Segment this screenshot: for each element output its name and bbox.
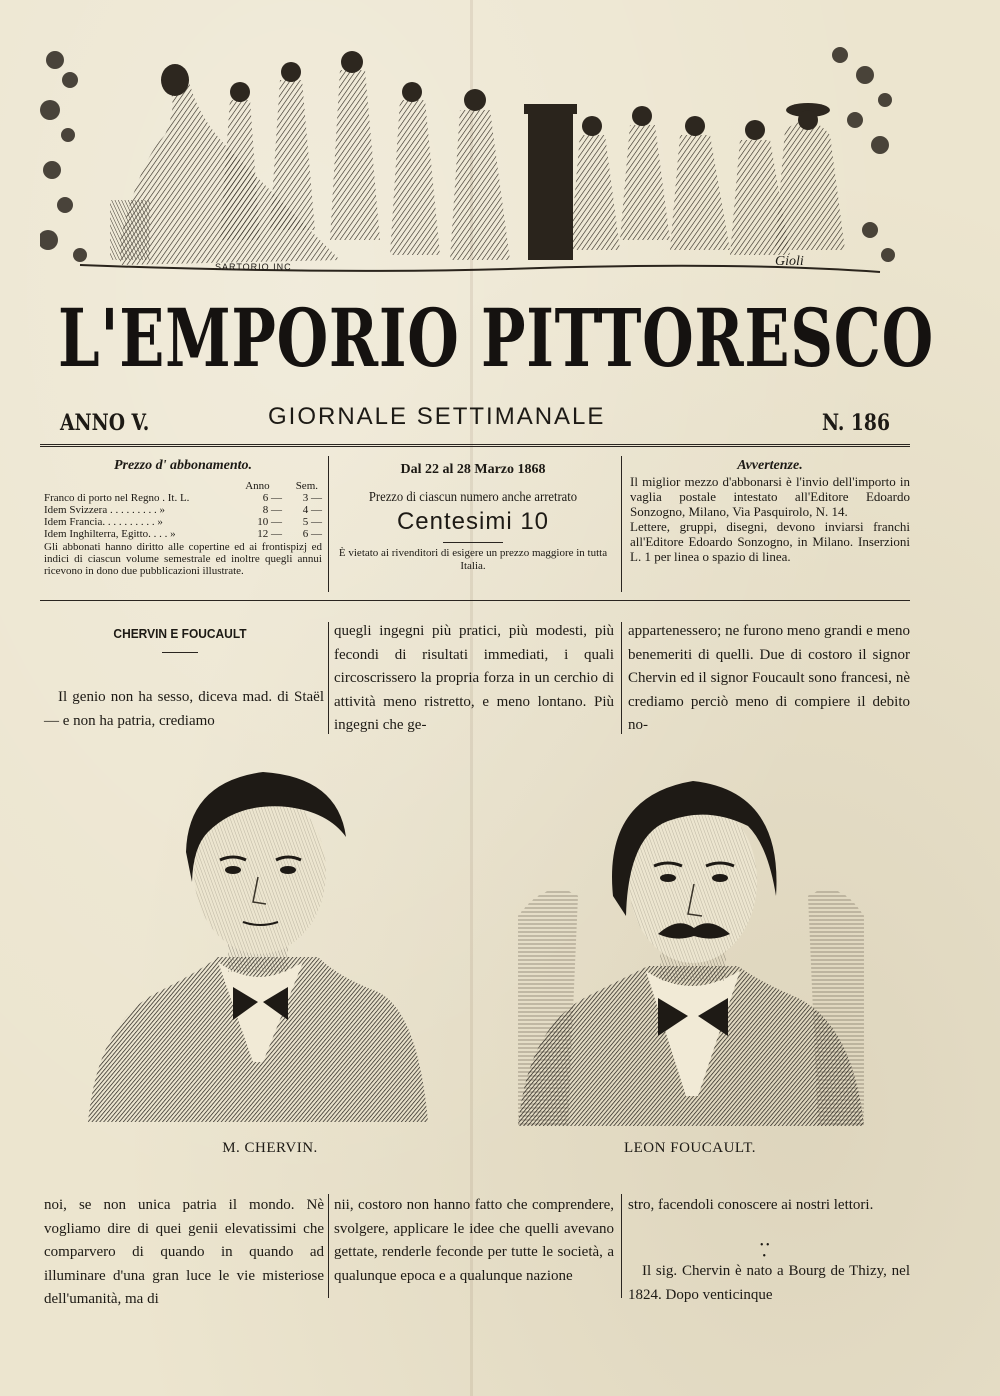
price-label: Idem Svizzera . . . . . . . . . » — [44, 504, 165, 516]
artist-signature: Gioli — [775, 254, 804, 269]
masthead-rule — [40, 444, 910, 447]
portrait-chervin — [88, 762, 428, 1122]
engraver-signature: SARTORIO INC — [215, 262, 292, 272]
price-anno: 6 — — [262, 492, 282, 504]
price-label: Prezzo di ciascun numero anche arretrato — [368, 490, 578, 505]
article-col3-bottom-b: Il sig. Chervin è nato a Bourg de Thizy, nel 1824. Dopo venticinque — [628, 1263, 910, 1303]
box-divider — [328, 456, 329, 592]
price-label: Idem Inghilterra, Egitto. . . . » — [44, 528, 176, 540]
subscription-box — [44, 480, 322, 577]
price-label: Franco di porto nel Regno . It. L. — [44, 492, 190, 504]
article-col3-bottom-a: stro, facendoli conoscere ai nostri lettori. — [628, 1197, 874, 1213]
price-anno: 10 — — [257, 516, 282, 528]
issue-price-box — [334, 462, 612, 573]
price-label: Idem Francia. . . . . . . . . . » — [44, 516, 163, 528]
notice-paragraph: Il miglior mezzo d'abbonarsi è l'invio dell'importo in vaglia postale intestato all'Editore Edoardo Sonzogno, Milano, Via Pasquirolo, N. 14. — [630, 474, 910, 519]
heading-dash — [162, 652, 198, 653]
price-row — [44, 516, 322, 528]
year-label: ANNO V. — [60, 410, 150, 436]
section-rule — [40, 600, 910, 601]
article-col1-top: Il genio non ha sesso, diceva mad. di Staël — e non ha patria, crediamo — [44, 689, 324, 729]
price-row — [44, 492, 322, 504]
price-sem: 5 — — [302, 516, 322, 528]
notices-box — [630, 458, 910, 564]
column-rule — [621, 1194, 622, 1298]
price-head-sem: Sem. — [295, 480, 318, 492]
price-anno: 12 — — [257, 528, 282, 540]
article-col3-top: appartenessero; ne furono meno grandi e meno benemeriti di quelli. Due di costoro il signor Chervin ed il signor Foucault sono francesi, nè crediamo perciò meno di compiere il debito no- — [628, 623, 910, 733]
price-head-anno: Anno — [245, 480, 270, 492]
issue-dates: Dal 22 al 28 Marzo 1868 — [400, 462, 546, 477]
article-col1-bottom: noi, se non unica patria il mondo. Nè vogliamo dire di quei genii elevatissimi che comparvero di quando in quando ad illuminare d'una gran luce le vie misteriose dell'umanità, ma di — [44, 1197, 324, 1307]
issue-price: Centesimi 10 — [396, 508, 550, 535]
portrait-foucault — [508, 766, 874, 1126]
column-rule — [328, 1194, 329, 1298]
subscription-note: Gli abbonati hanno diritto alle copertine ed ai frontispizj ed indici di ciascun volume semestrale ed inoltre quegli annui ricevono in dono due pubblicazioni illustrate. — [44, 541, 322, 577]
box-divider — [621, 456, 622, 592]
price-sem: 4 — — [302, 504, 322, 516]
column-rule — [621, 622, 622, 734]
subscription-title: Prezzo d' abbonamento. — [113, 458, 253, 473]
header-engraving — [40, 40, 895, 278]
masthead-title: L'EMPORIO PITTORESCO — [58, 291, 934, 385]
article-col2-top: quegli ingegni più pratici, più modesti, più fecondi di risultati immediati, i quali circoscrissero la propria forza in un cerchio di attività meno ristretto, e meno lontano. Più ingegni che ge- — [334, 623, 614, 733]
price-header — [44, 480, 322, 492]
notice-paragraph: Lettere, gruppi, disegni, devono inviarsi franchi all'Editore Edoardo Sonzogno, in Milano. Inserzioni L. 1 per linea o spazio di linea. — [630, 519, 910, 564]
caption-foucault: LEON FOUCAULT. — [623, 1140, 756, 1156]
issue-number: N. 186 — [822, 410, 890, 436]
resale-notice: È vietato ai rivenditori di esigere un prezzo maggiore in tutta Italia. — [338, 547, 608, 572]
article-col2-bottom: nii, costoro non hanno fatto che comprendere, svolgere, applicare le idee che quelli avevano gettate, renderle feconde per tutte le società, a qualunque epoca e a qualunque nazione — [334, 1197, 614, 1284]
section-stars: • • • — [760, 1240, 770, 1262]
price-row — [44, 504, 322, 516]
price-sem: 3 — — [302, 492, 322, 504]
price-divider — [443, 542, 503, 543]
column-rule — [328, 622, 329, 734]
notices-title: Avvertenze. — [737, 458, 803, 473]
masthead-subtitle: GIORNALE SETTIMANALE — [268, 403, 606, 430]
price-sem: 6 — — [302, 528, 322, 540]
caption-chervin: M. CHERVIN. — [222, 1140, 318, 1156]
article-heading: CHERVIN E FOUCAULT — [113, 626, 247, 641]
price-anno: 8 — — [262, 504, 282, 516]
price-row — [44, 528, 322, 540]
